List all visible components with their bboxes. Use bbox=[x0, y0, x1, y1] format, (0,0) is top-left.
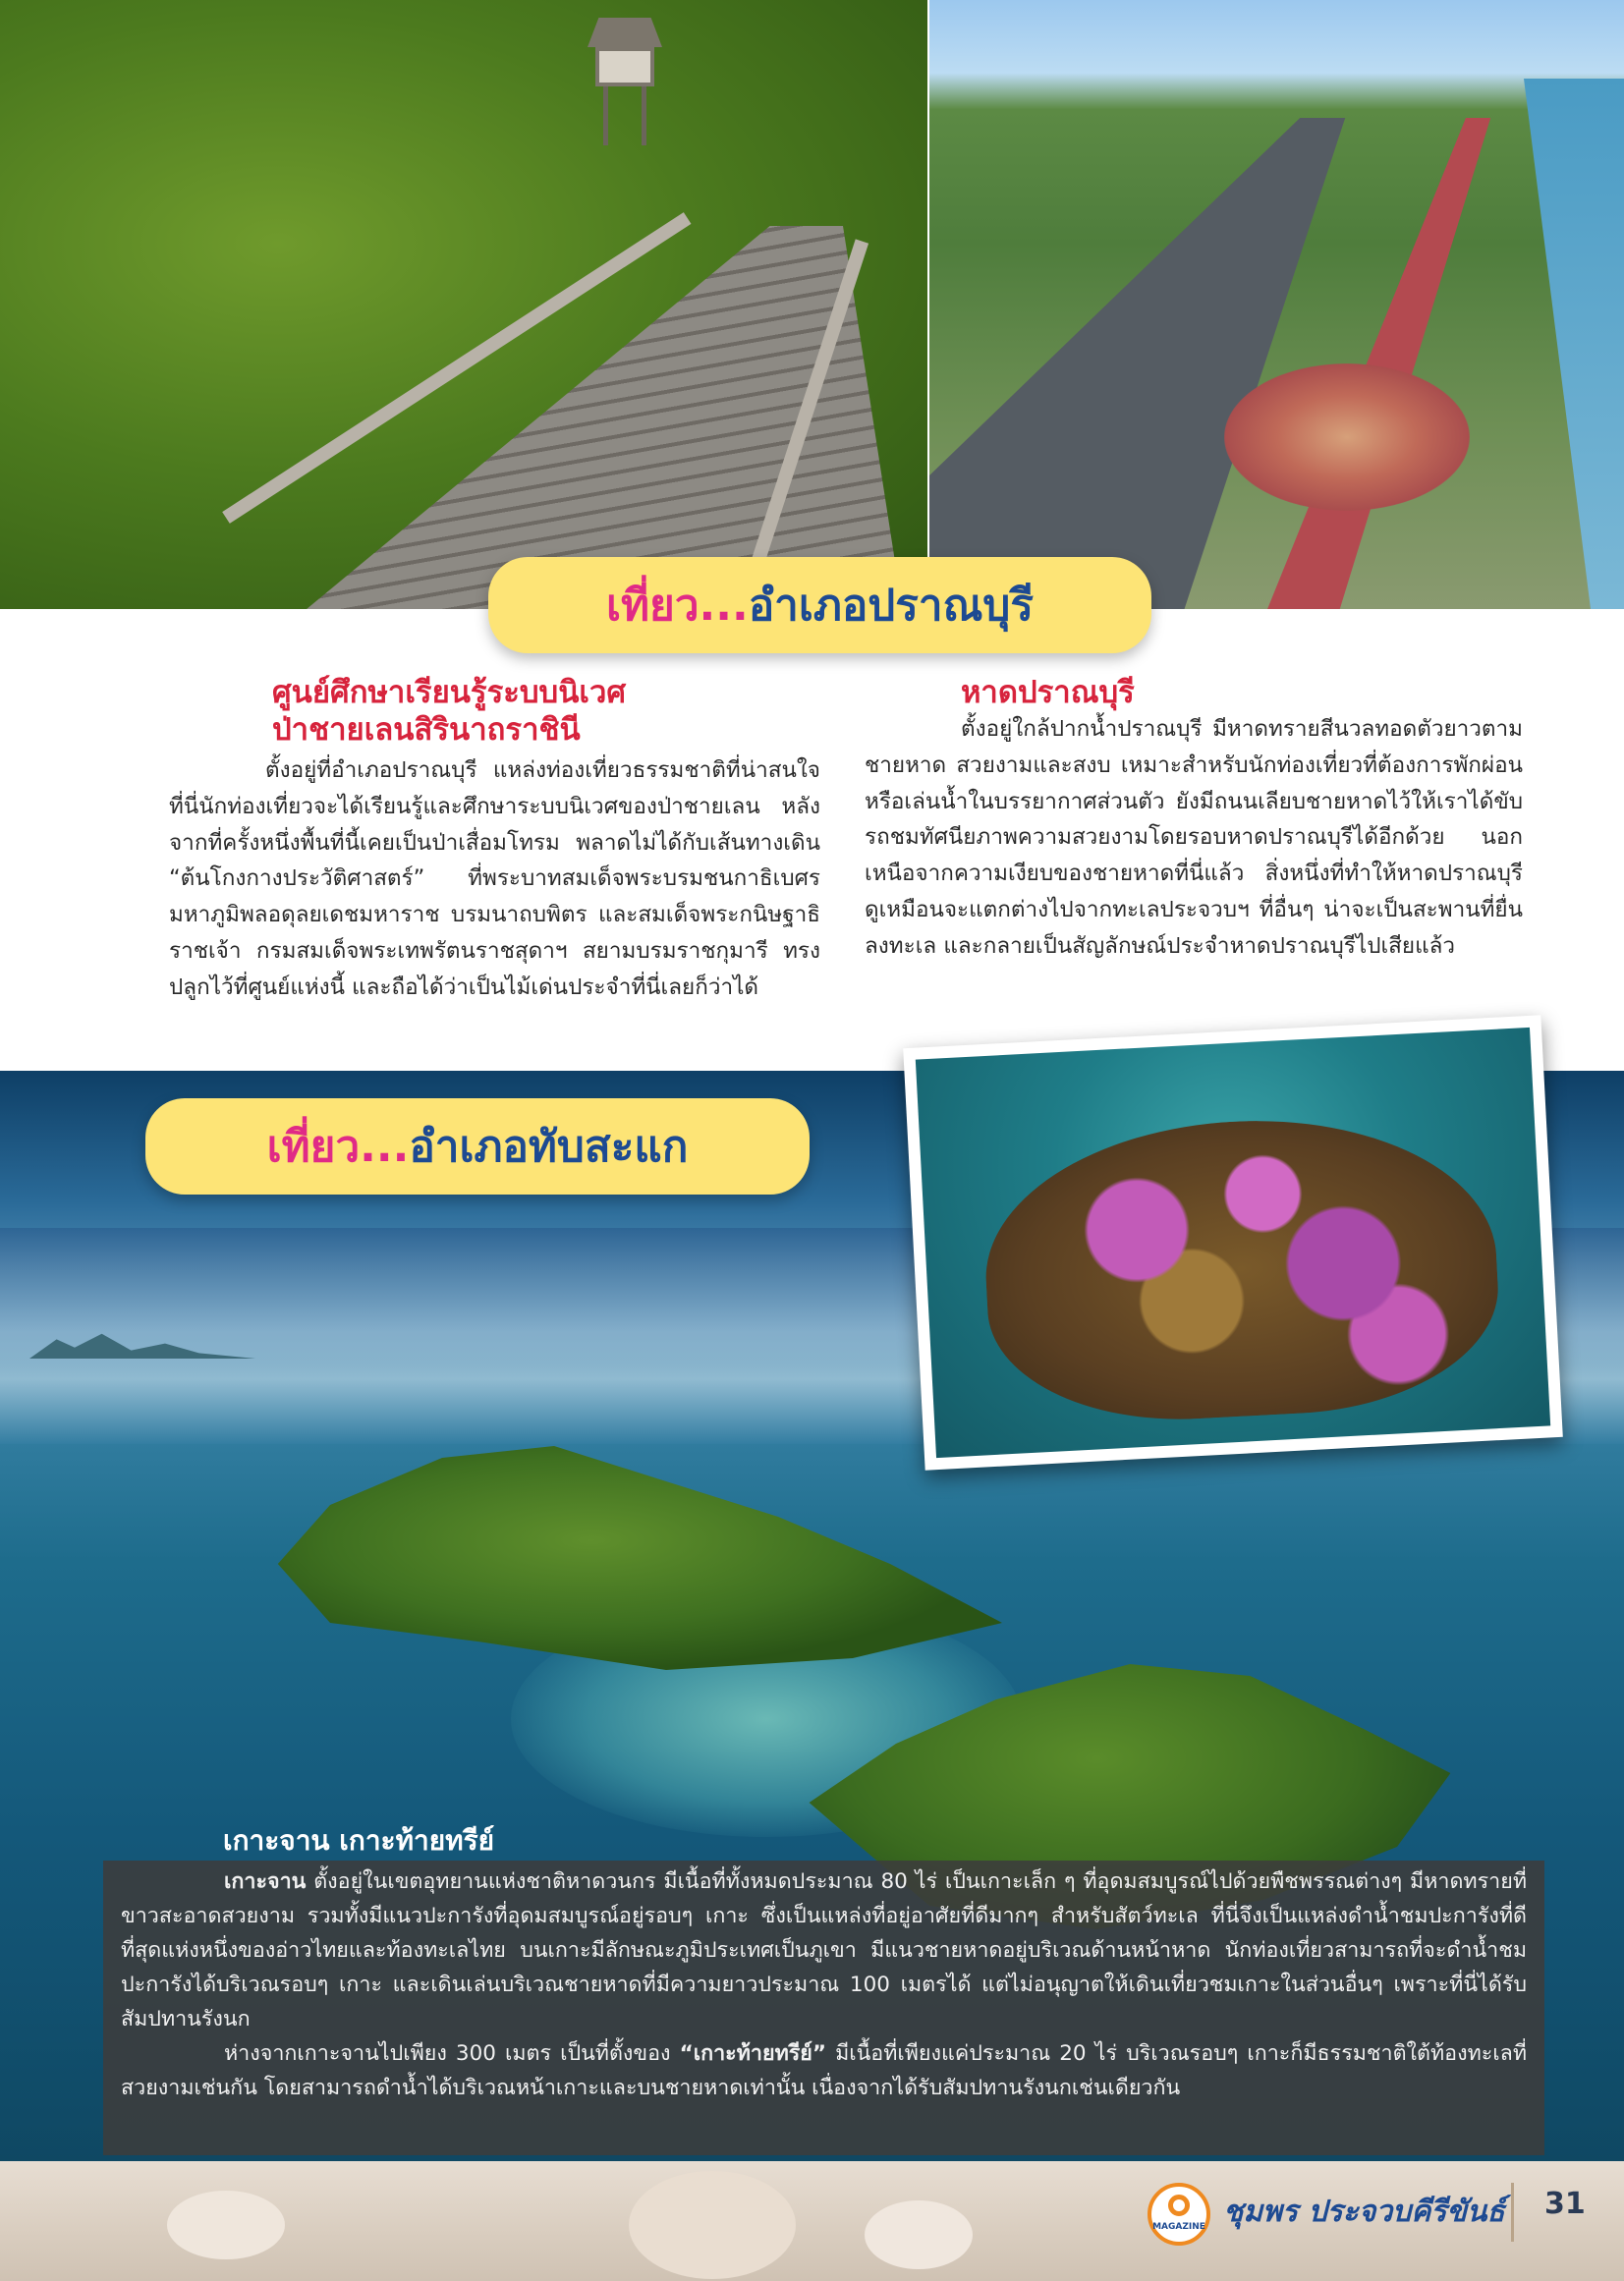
article-mangrove-center bbox=[169, 674, 820, 1006]
caption-text: มีเนื้อที่เพียงแค่ประมาณ 20 ไร่ บริเวณรอบๆ เกาะก็มีธรรมชาติใต้ท้องทะเลที่สวยงามเช่นกัน โดยสามารถดำน้ำได้บริเวณหน้าเกาะและบนชายหาดเท่านั้น เนื่องจากได้รับสัมปทานรังนกเช่นเดียวกัน bbox=[121, 2041, 1528, 2100]
seashell-decoration bbox=[629, 2171, 796, 2279]
article-heading: หาดปราณบุรี bbox=[961, 675, 1135, 710]
caption-bold-koh-thai-tri: “เกาะท้ายทรีย์” bbox=[679, 2041, 827, 2066]
seashell-decoration bbox=[167, 2191, 285, 2259]
banner-district: อำเภอปราณบุรี bbox=[748, 581, 1034, 631]
section-banner-thapsakae bbox=[145, 1098, 810, 1195]
article-heading-line1: ศูนย์ศึกษาเรียนรู้ระบบนิเวศ bbox=[272, 675, 627, 710]
article-body: ตั้งอยู่ใกล้ปากน้ำปราณบุรี มีหาดทรายสีนวลทอดตัวยาวตามชายหาด สวยงามและสงบ เหมาะสำหรับนักท่องเที่ยวที่ต้องการพักผ่อนหรือเล่นน้ำในบรรยากาศส่วนตัว ยังมีถนนเลียบชายหาดไว้ให้เราได้ขับรถชมทัศนียภาพความสวยงามโดยรอบหาดปราณบุรีได้อีกด้วย นอกเหนือจากความเงียบของชายหาดที่นี่แล้ว สิ่งหนึ่งที่ทำให้หาดปราณบุรีดูเหมือนจะแตกต่างไปจากทะเลประจวบฯ ที่อื่นๆ น่าจะเป็นสะพานที่ยื่นลงทะเล และกลายเป็นสัญลักษณ์ประจำหาดปราณบุรีไปเสียแล้ว bbox=[865, 716, 1523, 959]
banner-prefix: เที่ยว... bbox=[266, 1122, 410, 1172]
section-banner-pranburi bbox=[488, 557, 1151, 653]
coral bbox=[979, 1108, 1504, 1429]
article-heading-line2: ป่าชายเลนสิรินาถราชินี bbox=[272, 712, 581, 748]
observation-tower bbox=[588, 18, 662, 150]
caption-text: ห่างจากเกาะจานไปเพียง 300 เมตร เป็นที่ตั้งของ bbox=[224, 2041, 680, 2066]
footer-divider bbox=[1511, 2183, 1514, 2242]
magazine-logo bbox=[1148, 2183, 1210, 2246]
mangrove-boardwalk-photo bbox=[0, 0, 927, 609]
article-pranburi-beach bbox=[865, 674, 1523, 965]
beach-plaza bbox=[1224, 363, 1470, 511]
caption-text: ตั้งอยู่ในเขตอุทยานแห่งชาติหาดวนกร มีเนื้อที่ทั้งหมดประมาณ 80 ไร่ เป็นเกาะเล็ก ๆ ที่อุดมสมบูรณ์ไปด้วยพืชพรรณต่างๆ มีหาดทรายที่ขาวสะอาดสวยงาม รวมทั้งมีแนวปะการังที่อุดมสมบูรณ์อยู่รอบๆ เกาะ ซึ่งเป็นแหล่งที่อยู่อาศัยที่ดีมากๆ สำหรับสัตว์ทะเล ที่นี่จึงเป็นแหล่งดำน้ำชมปะการังที่ดีที่สุดแห่งหนึ่งของอ่าวไทยและท้องทะเลไทย บนเกาะมีลักษณะภูมิประเทศเป็นภูเขา มีแนวชายหาดอยู่บริเวณด้านหน้าหาด นักท่องเที่ยวสามารถที่จะดำน้ำชมปะการังได้บริเวณรอบๆ เกาะ และเดินเล่นบริเวณชายหาดที่มีความยาวประมาณ 100 เมตรได้ แต่ไม่อนุญาตให้เดินเที่ยวชมเกาะในส่วนอื่นๆ เพราะที่นี่ได้รับสัมปทานรังนก bbox=[121, 1869, 1527, 2031]
caption-title: เกาะจาน เกาะท้ายทรีย์ bbox=[223, 1824, 495, 1857]
caption-paragraph-1 bbox=[121, 1864, 1527, 2036]
banner-district: อำเภอทับสะแก bbox=[409, 1122, 689, 1172]
caption-paragraph-2 bbox=[121, 2036, 1527, 2105]
pranburi-beach-photo bbox=[929, 0, 1624, 609]
magazine-title: ชุมพร ประจวบคีรีขันธ์ bbox=[1223, 2195, 1505, 2229]
coral-reef-photo bbox=[903, 1015, 1563, 1470]
article-body: ตั้งอยู่ที่อำเภอปราณบุรี แหล่งท่องเที่ยวธรรมชาติที่น่าสนใจที่นี่นักท่องเที่ยวจะได้เรียนรู้และศึกษาระบบนิเวศของป่าชายเลน หลังจากที่ครั้งหนึ่งพื้นที่นี้เคยเป็นป่าเสื่อมโทรม พลาดไม่ได้กับเส้นทางเดิน “ต้นโกงกางประวัติศาสตร์” ที่พระบาทสมเด็จพระบรมชนกาธิเบศร มหาภูมิพลอดุลยเดชมหาราช บรมนาถบพิตร และสมเด็จพระกนิษฐาธิราชเจ้า กรมสมเด็จพระเทพรัตนราชสุดาฯ สยามบรมราชกุมารี ทรงปลูกไว้ที่ศูนย์แห่งนี้ และถือได้ว่าเป็นไม้เด่นประจำที่นี่เลยก็ว่าได้ bbox=[169, 757, 820, 1000]
banner-prefix: เที่ยว... bbox=[606, 581, 749, 631]
caption-box bbox=[103, 1861, 1544, 2155]
seashell-decoration bbox=[865, 2200, 973, 2269]
caption-bold-koh-chan: เกาะจาน bbox=[224, 1869, 307, 1894]
island-koh-chan bbox=[255, 1434, 1002, 1670]
logo-text: MAGAZINE bbox=[1152, 2222, 1205, 2232]
page-number: 31 bbox=[1544, 2187, 1586, 2221]
sea bbox=[1457, 79, 1624, 609]
